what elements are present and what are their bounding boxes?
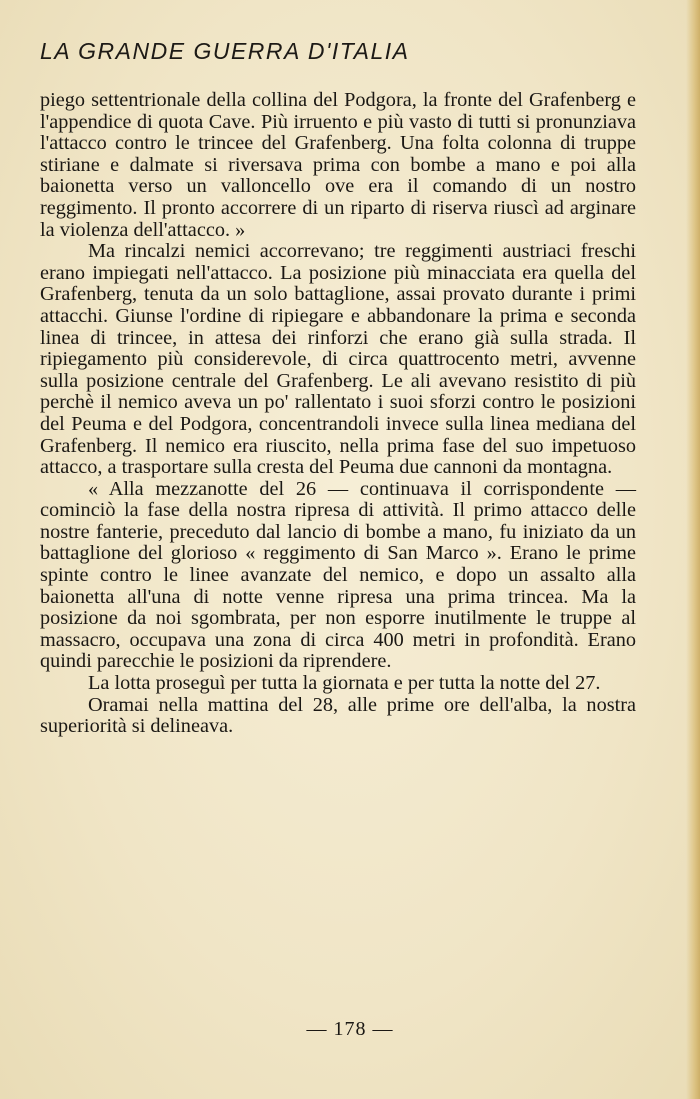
paragraph-5: Oramai nella mattina del 28, alle prime ore dell'alba, la nostra superiorità si delineava. [40, 693, 636, 738]
body-text [40, 90, 636, 738]
paragraph-1: piego settentrionale della collina del Podgora, la fronte del Grafenberg e l'appendice di quota Cave. Più irruento e più vasto di tutti si pronunziava l'attacco contro le trincee del Grafenberg. Una folta colonna di truppe stiriane e dalmate si riversava prima con bombe a mano e poi alla baionetta verso un valloncello ove era il comando di un nostro reggimento. Il pronto accorrere di un riparto di riserva riuscì ad arginare la violenza dell'attacco. » [40, 89, 636, 241]
page-number: — 178 — [306, 1018, 394, 1040]
paragraph-3: « Alla mezzanotte del 26 — continuava il corrispondente — cominciò la fase della nostra ripresa di attività. Il primo attacco delle nostre fanterie, preceduto dal lancio di bombe a mano, fu iniziato da un battaglione del glorioso « reggimento di San Marco ». Erano le prime spinte contro le linee avanzate del nemico, e dopo un assalto alla baionetta all'una di notte venne ripresa una prima trincea. Ma la posizione da noi sgombrata, per non esporre inutilmente le truppe al massacro, occupava una zona di circa 400 metri in profondità. Erano quindi parecchie le posizioni da riprendere. [40, 477, 636, 673]
paragraph-4: La lotta proseguì per tutta la giornata e per tutta la notte del 27. [88, 672, 601, 695]
running-title: LA GRANDE GUERRA D'ITALIA [40, 38, 410, 64]
paragraph-2: Ma rincalzi nemici accorrevano; tre reggimenti austriaci freschi erano impiegati nell'attacco. La posizione più minacciata era quella del Grafenberg, tenuta da un solo battaglione, assai provato durante i primi attacchi. Giunse l'ordine di ripiegare e abbandonare la prima e seconda linea di trincee, in attesa dei rinforzi che erano già sulla strada. Il ripiegamento più considerevole, di circa quattrocento metri, avvenne sulla posizione centrale del Grafenberg. Le ali avevano resistito di più perchè il nemico aveva un po' rallentato i suoi sforzi contro le posizioni del Peuma e del Podgora, concentrandoli invece sulla linea mediana del Grafenberg. Il nemico era riuscito, nella prima fase del suo impetuoso attacco, a trasportare sulla cresta del Peuma due cannoni da montagna. [40, 240, 636, 479]
page-edge-shadow [686, 0, 700, 1099]
